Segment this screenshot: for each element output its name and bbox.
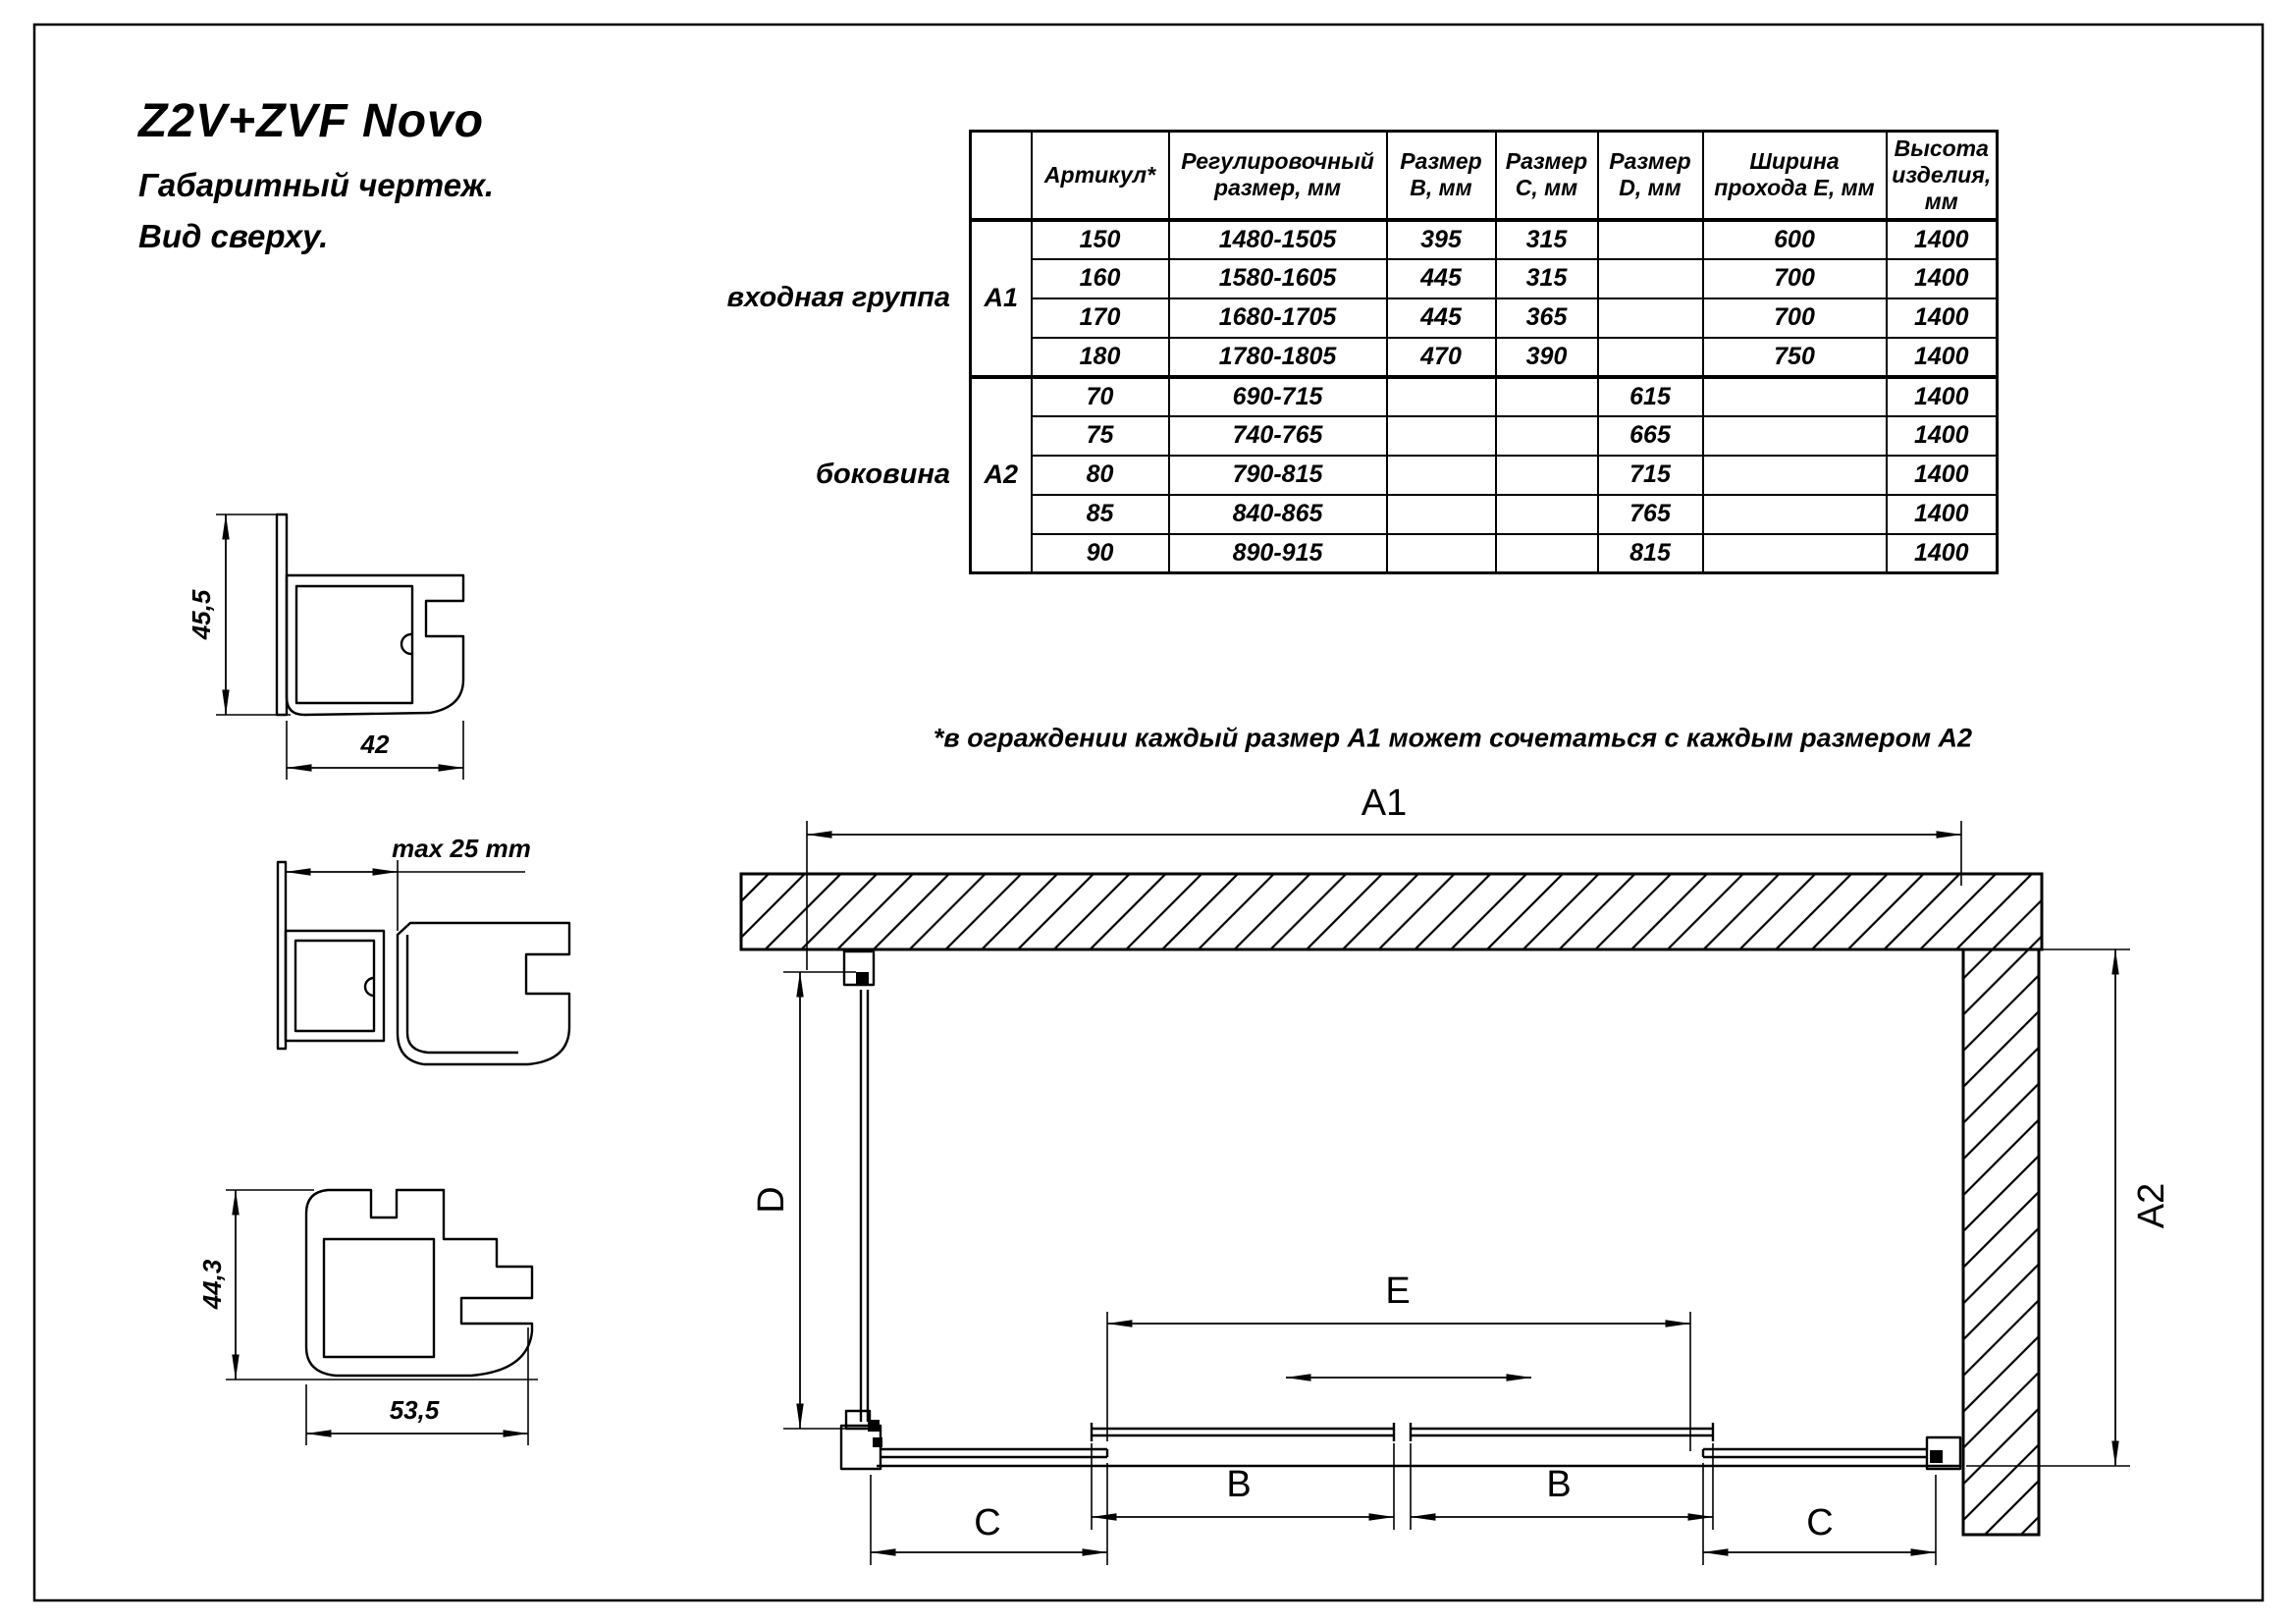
table-row bbox=[971, 534, 1998, 573]
table-cell: 1400 bbox=[1887, 416, 1998, 456]
dim-label-c-left: C bbox=[974, 1502, 1001, 1543]
table-corner-cell bbox=[971, 132, 1032, 220]
table-cell: 315 bbox=[1496, 259, 1598, 298]
fixed-panel-right bbox=[1703, 1449, 1927, 1457]
column-header: Ширина прохода Е, мм bbox=[1703, 132, 1887, 220]
top-wall bbox=[741, 874, 2042, 949]
dim-label-b-right: B bbox=[1546, 1464, 1572, 1505]
table-cell: 1400 bbox=[1887, 298, 1998, 338]
table-cell bbox=[1703, 495, 1887, 534]
sheet-title: Z2V+ZVF Novo bbox=[138, 95, 485, 147]
table-cell: 815 bbox=[1598, 534, 1703, 573]
table-cell: 790-815 bbox=[1169, 456, 1387, 495]
spec-table bbox=[969, 130, 1999, 574]
table-cell: 1400 bbox=[1887, 377, 1998, 416]
table-cell: 170 bbox=[1032, 298, 1169, 338]
table-cell: 445 bbox=[1387, 259, 1496, 298]
table-cell bbox=[1496, 416, 1598, 456]
table-cell: 665 bbox=[1598, 416, 1703, 456]
column-header: Регулировочный размер, мм bbox=[1169, 132, 1387, 220]
table-cell: 615 bbox=[1598, 377, 1703, 416]
table-cell bbox=[1703, 377, 1887, 416]
table-cell: 160 bbox=[1032, 259, 1169, 298]
spec-table-body bbox=[971, 220, 1998, 573]
table-cell: 700 bbox=[1703, 259, 1887, 298]
table-cell: 1680-1705 bbox=[1169, 298, 1387, 338]
table-cell: 445 bbox=[1387, 298, 1496, 338]
table-cell bbox=[1703, 416, 1887, 456]
table-cell bbox=[1703, 534, 1887, 573]
table-cell: 1400 bbox=[1887, 259, 1998, 298]
table-cell: 315 bbox=[1496, 220, 1598, 259]
table-cell: 365 bbox=[1496, 298, 1598, 338]
table-cell: 1780-1805 bbox=[1169, 338, 1387, 377]
table-row bbox=[971, 338, 1998, 377]
profile-section-3 bbox=[226, 1190, 538, 1445]
table-cell: 70 bbox=[1032, 377, 1169, 416]
table-cell: 80 bbox=[1032, 456, 1169, 495]
profile-section-1 bbox=[216, 514, 463, 780]
table-cell: 1400 bbox=[1887, 220, 1998, 259]
table-cell: 75 bbox=[1032, 416, 1169, 456]
table-row bbox=[971, 495, 1998, 534]
side-panel-glass bbox=[861, 990, 868, 1422]
sheet-subtitle: Габаритный чертеж. bbox=[138, 167, 495, 203]
wall-bracket-right bbox=[1927, 1437, 1960, 1469]
dim-e bbox=[1107, 1312, 1690, 1451]
table-row bbox=[971, 220, 1998, 259]
right-wall bbox=[1963, 949, 2039, 1535]
table-cell bbox=[1703, 456, 1887, 495]
column-header: Размер B, мм bbox=[1387, 132, 1496, 220]
table-cell: 180 bbox=[1032, 338, 1169, 377]
dim-label-a2: A2 bbox=[2131, 1182, 2172, 1229]
profile1-height-label: 45,5 bbox=[187, 589, 216, 640]
fixed-panel-left bbox=[881, 1449, 1107, 1457]
dim-label-d: D bbox=[751, 1186, 792, 1214]
table-cell: 1400 bbox=[1887, 456, 1998, 495]
table-cell: 700 bbox=[1703, 298, 1887, 338]
table-cell bbox=[1387, 416, 1496, 456]
table-cell bbox=[1387, 534, 1496, 573]
wall-bracket-top bbox=[844, 951, 874, 985]
table-cell bbox=[1496, 495, 1598, 534]
group-code-cell: А2 bbox=[971, 377, 1032, 573]
combination-note: *в ограждении каждый размер А1 может сочетаться с каждым размером А2 bbox=[933, 723, 1973, 753]
table-cell: 395 bbox=[1387, 220, 1496, 259]
table-cell: 85 bbox=[1032, 495, 1169, 534]
table-cell: 750 bbox=[1703, 338, 1887, 377]
table-row bbox=[971, 298, 1998, 338]
column-header: Высота изделия, мм bbox=[1887, 132, 1998, 220]
header-row bbox=[971, 132, 1998, 220]
table-cell bbox=[1387, 495, 1496, 534]
column-header: Размер D, мм bbox=[1598, 132, 1703, 220]
table-cell: 1400 bbox=[1887, 495, 1998, 534]
table-cell: 765 bbox=[1598, 495, 1703, 534]
column-header: Артикул* bbox=[1032, 132, 1169, 220]
table-cell: 390 bbox=[1496, 338, 1598, 377]
table-cell bbox=[1387, 377, 1496, 416]
table-cell: 1400 bbox=[1887, 338, 1998, 377]
table-cell bbox=[1598, 259, 1703, 298]
group-label-side: боковина bbox=[816, 459, 950, 490]
table-cell bbox=[1598, 338, 1703, 377]
group-label-entrance: входная группа bbox=[726, 282, 950, 313]
table-cell: 840-865 bbox=[1169, 495, 1387, 534]
table-cell bbox=[1598, 298, 1703, 338]
table-cell: 1400 bbox=[1887, 534, 1998, 573]
dim-label-b-left: B bbox=[1226, 1464, 1252, 1505]
table-cell: 470 bbox=[1387, 338, 1496, 377]
column-header: Размер C, мм bbox=[1496, 132, 1598, 220]
dim-d bbox=[783, 972, 856, 1429]
table-cell: 90 bbox=[1032, 534, 1169, 573]
table-row bbox=[971, 416, 1998, 456]
profile2-gap-label: max 25 mm bbox=[392, 834, 531, 863]
table-cell bbox=[1496, 456, 1598, 495]
group-code-cell: А1 bbox=[971, 220, 1032, 377]
profile3-height-label: 44,3 bbox=[197, 1259, 227, 1310]
profile-section-2 bbox=[278, 860, 569, 1064]
sliding-door-right bbox=[1411, 1423, 1713, 1441]
table-cell bbox=[1387, 456, 1496, 495]
table-cell: 1480-1505 bbox=[1169, 220, 1387, 259]
table-row bbox=[971, 377, 1998, 416]
spec-table-head bbox=[971, 132, 1998, 220]
profile3-width-label: 53,5 bbox=[389, 1395, 440, 1425]
table-cell: 690-715 bbox=[1169, 377, 1387, 416]
table-cell bbox=[1496, 534, 1598, 573]
sheet-view-label: Вид сверху. bbox=[138, 218, 329, 254]
table-cell: 600 bbox=[1703, 220, 1887, 259]
table-cell: 740-765 bbox=[1169, 416, 1387, 456]
table-cell: 150 bbox=[1032, 220, 1169, 259]
table-row bbox=[971, 259, 1998, 298]
table-cell bbox=[1496, 377, 1598, 416]
table-cell: 890-915 bbox=[1169, 534, 1387, 573]
table-cell bbox=[1598, 220, 1703, 259]
table-cell: 715 bbox=[1598, 456, 1703, 495]
sliding-door-left bbox=[1092, 1423, 1394, 1441]
profile1-width-label: 42 bbox=[360, 730, 390, 759]
table-cell: 1580-1605 bbox=[1169, 259, 1387, 298]
dim-label-a1: A1 bbox=[1361, 783, 1408, 824]
dim-label-c-right: C bbox=[1806, 1502, 1834, 1543]
table-row bbox=[971, 456, 1998, 495]
dim-label-e: E bbox=[1385, 1271, 1411, 1312]
